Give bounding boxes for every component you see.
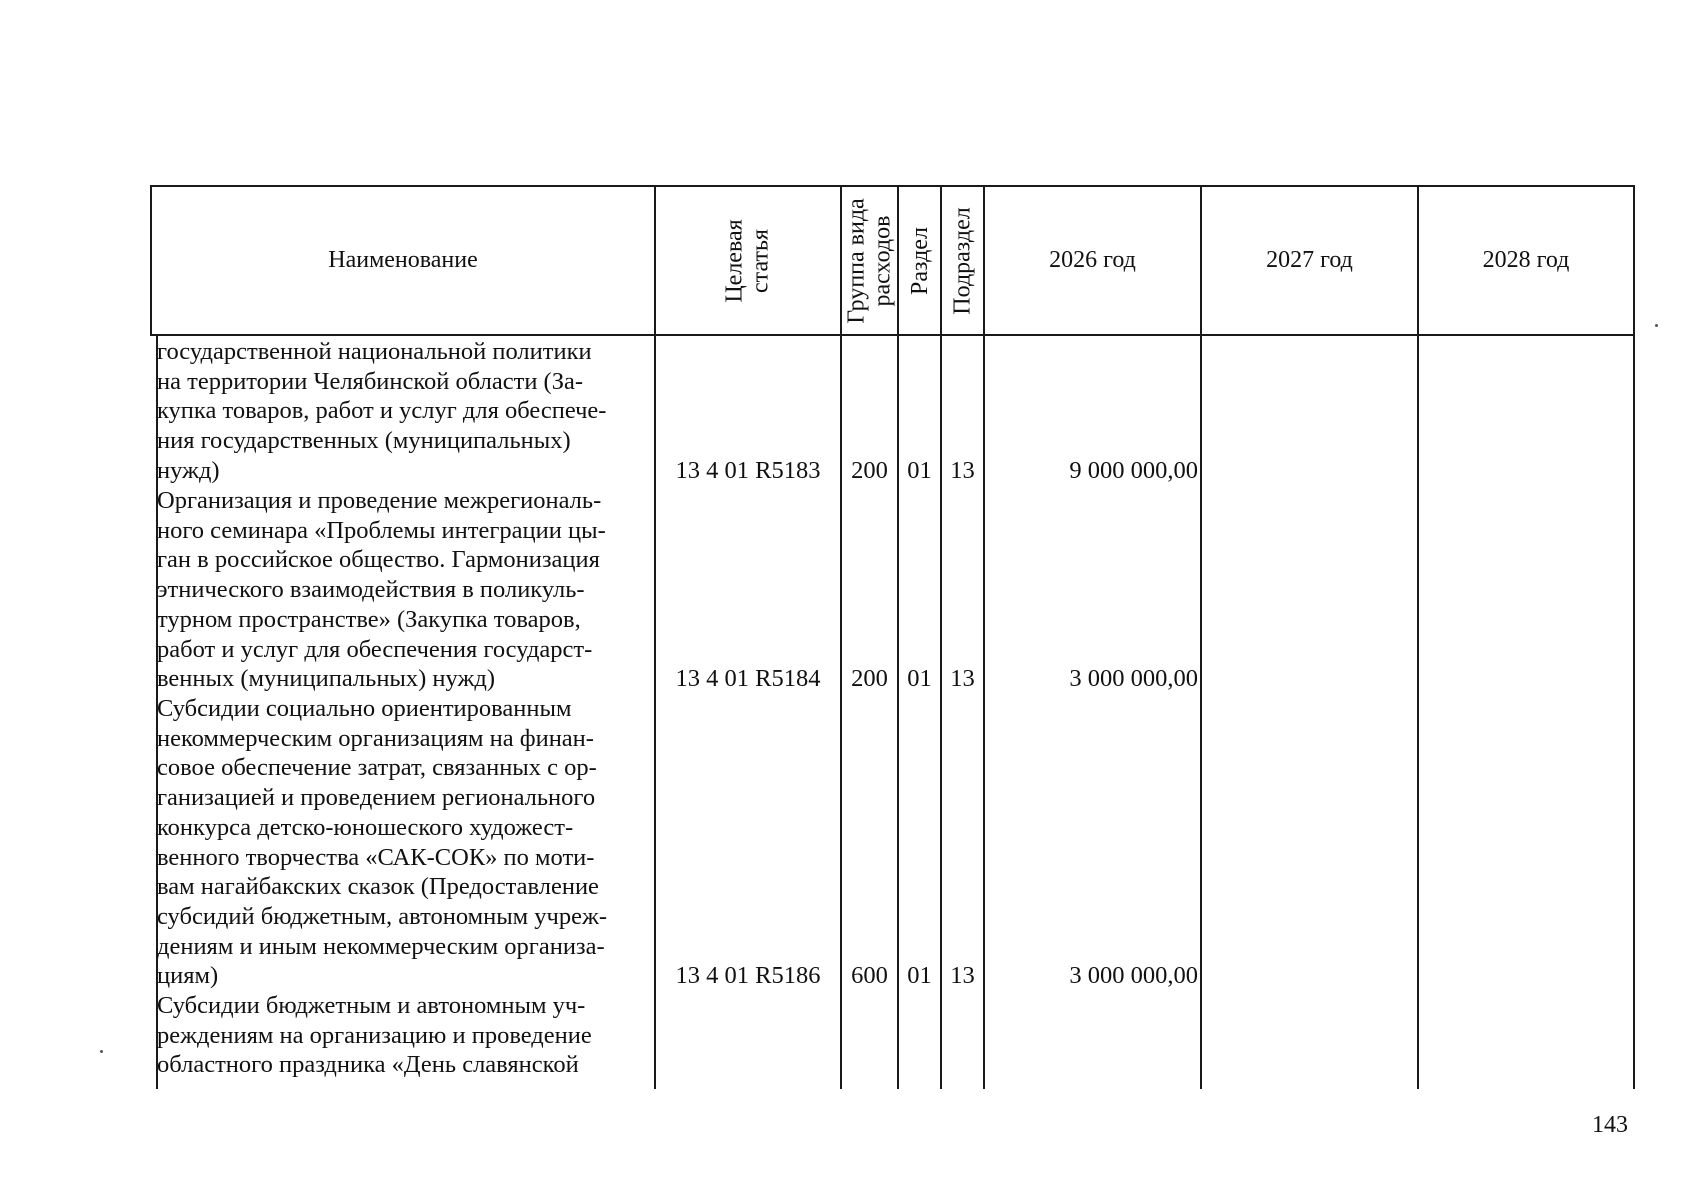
row-4-name-line: Субсидии бюджетным и автономным уч- bbox=[157, 992, 586, 1019]
row-2-subsection: 13 bbox=[950, 665, 975, 692]
row-1-target-article: 13 4 01 R5183 bbox=[675, 457, 821, 484]
row-3-name-line: конкурса детско-юношеского художест- bbox=[157, 813, 574, 841]
row-4-name-line: областного праздника «День славянской bbox=[157, 1051, 579, 1079]
row-3-name-line: Субсидии социально ориентированным bbox=[157, 695, 572, 722]
row-2-name-line: Организация и проведение межрегиональ- bbox=[157, 487, 602, 514]
row-1-section: 01 bbox=[907, 457, 932, 484]
row-1-subsection: 13 bbox=[950, 457, 975, 484]
header-expense-group-line2: расходов bbox=[869, 215, 896, 306]
row-4-name bbox=[157, 991, 653, 1080]
row-2-name bbox=[157, 486, 653, 694]
header-section bbox=[899, 187, 940, 334]
row-1-expense-group: 200 bbox=[851, 457, 888, 484]
row-3-subsection: 13 bbox=[950, 962, 975, 989]
row-2-section: 01 bbox=[907, 665, 932, 692]
header-year-2026: 2026 год bbox=[1049, 247, 1136, 273]
row-2-target-article: 13 4 01 R5184 bbox=[675, 665, 821, 692]
row-3-name-line: некоммерческим организациям на финан- bbox=[157, 724, 594, 752]
header-target-article-line2: статья bbox=[747, 228, 774, 293]
scan-speck bbox=[1655, 324, 1658, 327]
header-subsection-label: Подраздел bbox=[949, 206, 976, 315]
row-1-name-line: ния государственных (муниципальных) bbox=[157, 427, 571, 455]
row-4-name-line: реждениям на организацию и проведение bbox=[157, 1021, 592, 1049]
row-3-section: 01 bbox=[907, 962, 932, 989]
row-3-year-2026: 3 000 000,00 bbox=[1069, 962, 1198, 989]
row-2-name-line: этнического взаимодействия в поликуль- bbox=[157, 576, 585, 604]
header-year-2028: 2028 год bbox=[1482, 247, 1570, 273]
header-target-article-line1: Целевая bbox=[721, 218, 748, 303]
row-2-name-line: ган в российское общество. Гармонизация bbox=[157, 546, 600, 574]
row-2-name-line: работ и услуг для обеспечения государст- bbox=[157, 635, 593, 663]
row-2-expense-group: 200 bbox=[851, 665, 888, 692]
row-3-name-line: совое обеспечение затрат, связанных с ор- bbox=[157, 754, 597, 782]
row-1-name-line: нужд) bbox=[157, 456, 220, 484]
row-2-year-2026: 3 000 000,00 bbox=[1069, 665, 1198, 692]
header-section-label: Раздел bbox=[906, 226, 933, 295]
row-1-name-line: на территории Челябинской области (За- bbox=[157, 367, 584, 395]
header-expense-group-line1: Группа вида bbox=[843, 197, 870, 324]
header-target-article bbox=[656, 187, 840, 334]
row-1-year-2026: 9 000 000,00 bbox=[1069, 457, 1198, 484]
row-3-name-line: циям) bbox=[157, 962, 219, 990]
scan-speck bbox=[100, 1050, 103, 1053]
header-name: Наименование bbox=[328, 247, 478, 273]
header-year-2027: 2027 год bbox=[1266, 247, 1353, 273]
row-1-name-line: государственной национальной политики bbox=[157, 338, 592, 365]
page-number: 143 bbox=[1592, 1112, 1628, 1138]
row-3-target-article: 13 4 01 R5186 bbox=[675, 962, 821, 989]
header-bottom-border bbox=[150, 334, 1635, 336]
row-2-name-line: турном пространстве» (Закупка товаров, bbox=[157, 605, 581, 633]
row-1-name bbox=[157, 337, 653, 486]
row-3-name-line: вам нагайбакских сказок (Предоставление bbox=[157, 873, 599, 901]
row-1-name-line: купка товаров, работ и услуг для обеспече- bbox=[157, 397, 607, 425]
header-expense-group bbox=[842, 187, 897, 334]
row-3-name-line: субсидий бюджетным, автономным учреж- bbox=[157, 902, 608, 930]
row-3-expense-group: 600 bbox=[851, 962, 888, 989]
row-3-name-line: дениям и иным некоммерческим организа- bbox=[157, 932, 605, 960]
row-2-name-line: ного семинара «Проблемы интеграции цы- bbox=[157, 516, 606, 544]
table-right-border bbox=[1633, 185, 1635, 1089]
row-3-name-line: венного творчества «САК-СОК» по моти- bbox=[157, 843, 595, 871]
row-2-name-line: венных (муниципальных) нужд) bbox=[157, 665, 496, 693]
header-subsection bbox=[942, 187, 983, 334]
row-3-name bbox=[157, 694, 653, 991]
row-3-name-line: ганизацией и проведением регионального bbox=[157, 784, 596, 812]
